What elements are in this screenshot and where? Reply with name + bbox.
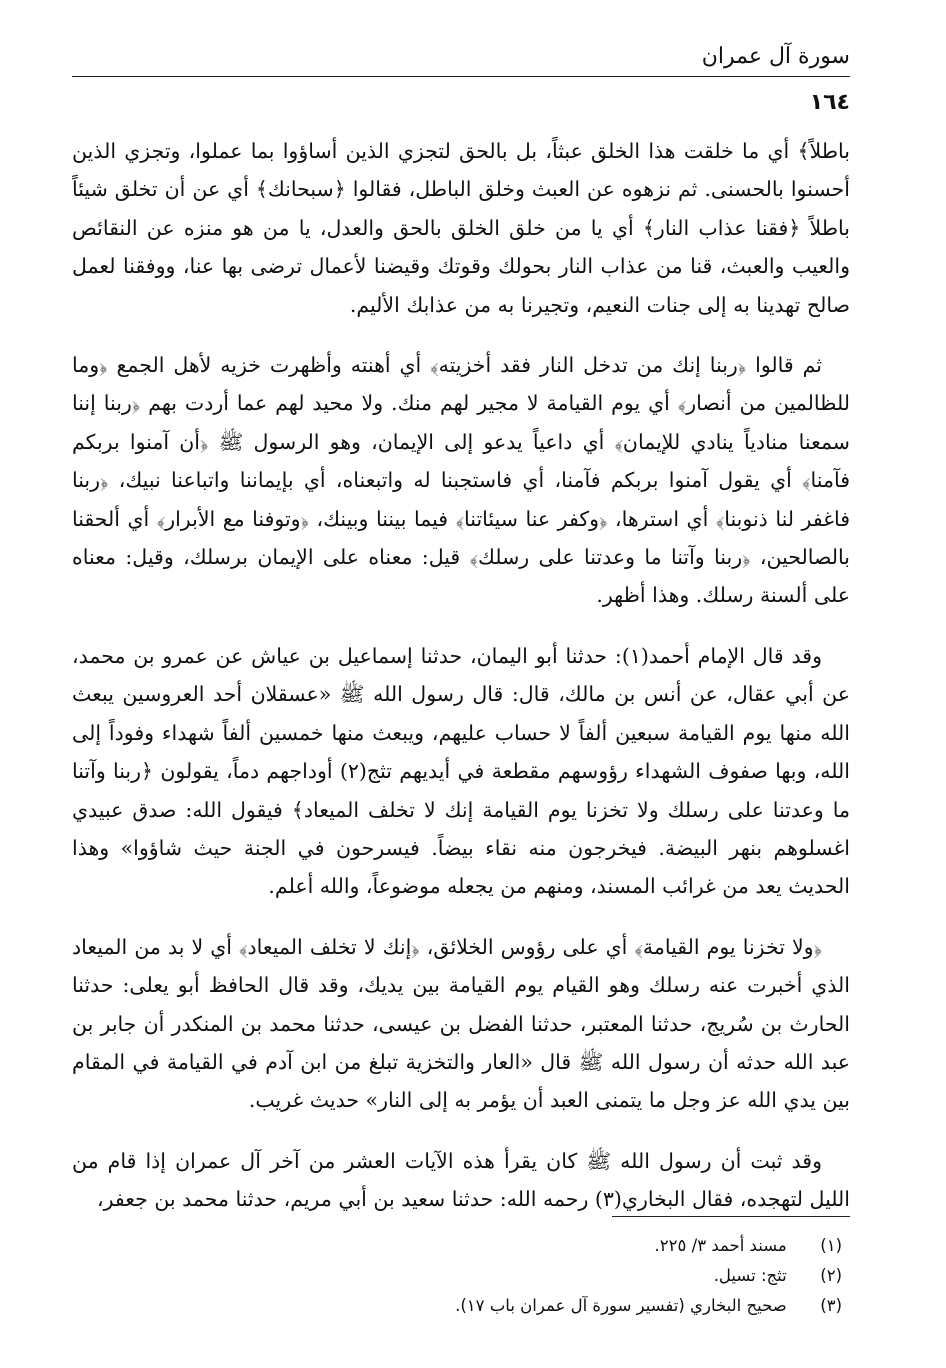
page xyxy=(72,40,850,1340)
footnote-divider xyxy=(612,1216,850,1217)
footnote-number: (٣) xyxy=(820,1296,842,1315)
page-number: ١٦٤ xyxy=(809,90,850,115)
footnote-number: (١) xyxy=(820,1236,842,1255)
paragraph-5: وقد ثبت أن رسول الله ﷺ كان يقرأ هذه الآيات العشر من آخر آل عمران إذا قام من الليل لتهجده، فقال البخاري(٣) رحمه الله: حدثنا سعيد بن أبي مريم، حدثنا محمد بن جعفر، xyxy=(72,1148,850,1212)
footnote-2 xyxy=(72,1261,850,1291)
main-text xyxy=(72,132,850,1241)
paragraph-1: باطلاً﴾ أي ما خلقت هذا الخلق عبثاً، بل بالحق لتجزي الذين أساؤوا بما عملوا، وتجزي الذين أحسنوا بالحسنى. ثم نزهوه عن العبث وخلق الباطل، فقالوا ﴿سبحانك﴾ أي عن أن تخلق شيئاً باطلاً ﴿فقنا عذاب النار﴾ أي يا من خلق الخلق بالحق والعدل، يا من هو منزه عن النقائص والعيب والعبث، قنا من عذاب النار بحولك وقوتك وقيضنا لأعمال ترضى بها عنا، ووفقنا لعمل صالح تهدينا به إلى جنات النعيم، وتجيرنا به من عذابك الأليم. xyxy=(72,139,850,317)
paragraph-2: ثم قالوا ﴿ربنا إنك من تدخل النار فقد أخزيته﴾ أي أهنته وأظهرت خزيه لأهل الجمع ﴿وما للظالمين من أنصار﴾ أي يوم القيامة لا مجير لهم منك. ولا محيد لهم عما أردت بهم ﴿ربنا إننا سمعنا منادياً ينادي للإيمان﴾ أي داعياً يدعو إلى الإيمان، وهو الرسول ﷺ ﴿أن آمنوا بربكم فآمنا﴾ أي يقول آمنوا بربكم فآمنا، أي فاستجبنا له واتبعناه، أي بإيماننا واتباعنا نبيك، ﴿ربنا فاغفر لنا ذنوبنا﴾ أي استرها، ﴿وكفر عنا سيئاتنا﴾ فيما بيننا وبينك، ﴿وتوفنا مع الأبرار﴾ أي ألحقنا بالصالحين، ﴿ربنا وآتنا ما وعدتنا على رسلك﴾ قيل: معناه على الإيمان برسلك، وقيل: معناه على ألسنة رسلك. وهذا أظهر. xyxy=(72,353,850,608)
paragraph-3: وقد قال الإمام أحمد(١): حدثنا أبو اليمان، حدثنا إسماعيل بن عياش عن عمرو بن محمد، عن أبي عقال، عن أنس بن مالك، قال: قال رسول الله ﷺ «عسقلان أحد العروسين يبعث الله منها يوم القيامة سبعين ألفاً لا حساب عليهم، ويبعث منها خمسين ألفاً شهداء وفوداً إلى الله، وبها صفوف الشهداء رؤوسهم مقطعة في أيديهم تثج(٢) أوداجهم دماً، يقولون ﴿ربنا وآتنا ما وعدتنا على رسلك ولا تخزنا يوم القيامة إنك لا تخلف الميعاد﴾ فيقول الله: صدق عبيدي اغسلوهم بنهر البيضة. فيخرجون منه نقاء بيضاً. فيسرحون في الجنة حيث شاؤوا» وهذا الحديث يعد من غرائب المسند، ومنهم من يجعله موضوعاً، والله أعلم. xyxy=(72,643,850,899)
footnote-number: (٢) xyxy=(820,1266,842,1285)
footnote-text: تثج: تسيل. xyxy=(713,1266,787,1285)
footnote-text: صحيح البخاري (تفسير سورة آل عمران باب ١٧). xyxy=(455,1296,787,1315)
footnote-text: مسند أحمد ٣/ ٢٢٥. xyxy=(654,1236,787,1255)
paragraph-4: ﴿ولا تخزنا يوم القيامة﴾ أي على رؤوس الخلائق، ﴿إنك لا تخلف الميعاد﴾ أي لا بد من الميعاد الذي أخبرت عنه رسلك وهو القيام يوم القيامة بين يديك، وقد قال الحافظ أبو يعلى: حدثنا الحارث بن سُريج، حدثنا المعتبر، حدثنا الفضل بن عيسى، حدثنا محمد بن المنكدر أن جابر بن عبد الله حدثه أن رسول الله ﷺ قال «العار والتخزية تبلغ من ابن آدم في القيامة في المقام بين يدي الله عز وجل ما يتمنى العبد أن يؤمر به إلى النار» حديث غريب. xyxy=(72,934,850,1113)
footnotes xyxy=(72,1216,850,1321)
running-header xyxy=(72,40,850,77)
footnote-1 xyxy=(72,1231,850,1261)
surah-title: سورة آل عمران xyxy=(701,44,850,69)
footnote-3 xyxy=(72,1291,850,1321)
